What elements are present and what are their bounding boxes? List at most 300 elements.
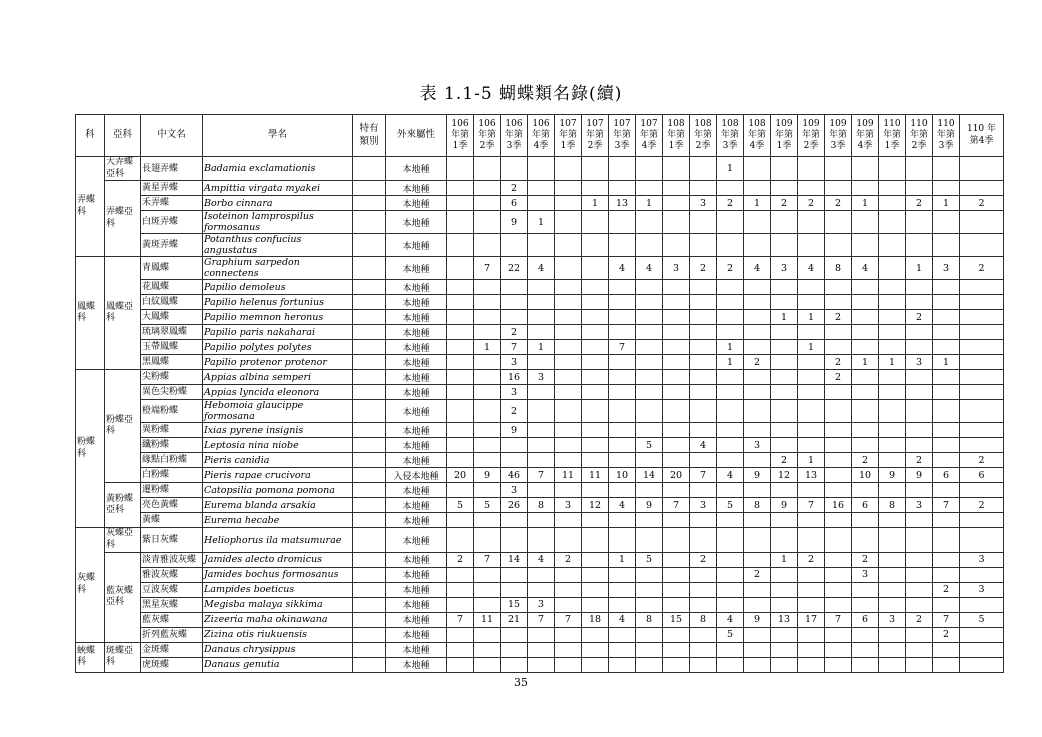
count-cell-109年第4季 [852,340,879,355]
count-cell-108年第3季 [717,423,744,438]
count-cell-109年第4季 [852,325,879,340]
count-cell-106年第3季 [501,528,528,552]
count-cell-108年第3季 [717,211,744,234]
count-cell-109年第1季 [771,211,798,234]
count-cell-108年第1季 [663,642,690,657]
species-cn-name: 黃星弄蝶 [141,181,203,196]
endemic-category-cell [353,400,386,423]
origin-cell: 本地種 [386,582,447,597]
count-cell-107年第2季 [582,627,609,642]
count-cell-106年第4季 [528,385,555,400]
species-cn-name: 花鳳蝶 [141,280,203,295]
count-cell-110年第2季 [906,234,933,257]
count-cell-110年第2季: 3 [906,498,933,513]
count-cell-109年第4季 [852,657,879,672]
count-cell-109年第1季: 1 [771,552,798,567]
subfamily-cell: 斑蝶亞科 [105,642,141,672]
count-cell-108年第4季: 3 [744,438,771,453]
count-cell-106年第2季 [474,325,501,340]
count-cell-110年第1季: 8 [879,498,906,513]
count-cell-106年第2季 [474,597,501,612]
count-cell-107年第1季 [555,567,582,582]
count-cell-106年第2季 [474,582,501,597]
count-cell-106年第2季 [474,280,501,295]
count-cell-106年第2季: 1 [474,340,501,355]
origin-cell: 本地種 [386,642,447,657]
count-cell-106年第2季 [474,438,501,453]
count-cell-109年第2季 [798,597,825,612]
count-cell-109年第2季: 2 [798,552,825,567]
quarter-header-109年第2季: 109 年第 2季 [798,115,825,157]
count-cell-107年第1季 [555,280,582,295]
species-sci-name: Ixias pyrene insignis [203,423,353,438]
count-cell-107年第1季 [555,211,582,234]
count-cell-106年第2季 [474,211,501,234]
endemic-category-cell [353,157,386,181]
count-cell-107年第2季 [582,234,609,257]
species-sci-name: Catopsilia pomona pomona [203,483,353,498]
count-cell-108年第3季: 5 [717,498,744,513]
count-cell-106年第1季 [447,423,474,438]
count-cell-108年第4季 [744,340,771,355]
origin-cell: 本地種 [386,453,447,468]
count-cell-107年第1季 [555,340,582,355]
origin-cell: 本地種 [386,483,447,498]
count-cell-109年第3季 [825,181,852,196]
count-cell-109年第3季 [825,211,852,234]
count-cell-109年第2季 [798,211,825,234]
species-cn-name: 豆波灰蝶 [141,582,203,597]
count-cell-106年第2季 [474,513,501,528]
origin-cell: 本地種 [386,498,447,513]
species-row [76,627,1004,642]
subfamily-cell: 藍灰蝶亞科 [105,552,141,642]
count-cell-106年第4季 [528,181,555,196]
count-cell-107年第4季 [636,567,663,582]
count-cell-110年第1季: 3 [879,612,906,627]
count-cell-110年第2季: 2 [906,612,933,627]
count-cell-106年第4季 [528,642,555,657]
count-cell-110年第2季 [906,438,933,453]
count-cell-110年第3季 [933,513,960,528]
count-cell-110年第1季 [879,597,906,612]
count-cell-107年第4季 [636,234,663,257]
species-row [76,552,1004,567]
count-cell-110年第2季 [906,552,933,567]
count-cell-108年第3季 [717,234,744,257]
origin-cell: 本地種 [386,157,447,181]
count-cell-108年第3季 [717,438,744,453]
count-cell-106年第1季: 7 [447,612,474,627]
count-cell-110年第2季 [906,385,933,400]
count-cell-107年第3季 [609,370,636,385]
count-cell-109年第4季 [852,310,879,325]
count-cell-110年第3季 [933,552,960,567]
count-cell-108年第1季 [663,513,690,528]
count-cell-110年第4季 [960,423,1004,438]
origin-cell: 本地種 [386,597,447,612]
species-cn-name: 琉璃翠鳳蝶 [141,325,203,340]
quarter-header-106年第2季: 106 年第 2季 [474,115,501,157]
count-cell-109年第2季 [798,181,825,196]
subfamily-cell: 灰蝶亞科 [105,528,141,552]
count-cell-107年第1季: 7 [555,612,582,627]
count-cell-109年第4季 [852,385,879,400]
count-cell-110年第2季 [906,340,933,355]
count-cell-108年第2季 [690,340,717,355]
species-cn-name: 黑星灰蝶 [141,597,203,612]
count-cell-106年第2季 [474,385,501,400]
count-cell-110年第1季 [879,642,906,657]
count-cell-108年第2季 [690,370,717,385]
count-cell-109年第4季 [852,157,879,181]
species-sci-name: Jamides alecto dromicus [203,552,353,567]
count-cell-108年第1季 [663,310,690,325]
endemic-category-cell [353,483,386,498]
count-cell-106年第4季: 1 [528,211,555,234]
count-cell-110年第2季 [906,642,933,657]
count-cell-110年第3季 [933,340,960,355]
count-cell-110年第4季 [960,295,1004,310]
count-cell-109年第2季 [798,355,825,370]
count-cell-110年第3季 [933,423,960,438]
count-cell-108年第4季 [744,295,771,310]
count-cell-106年第4季: 4 [528,552,555,567]
count-cell-107年第2季 [582,423,609,438]
count-cell-107年第4季 [636,181,663,196]
count-cell-110年第2季 [906,513,933,528]
species-row [76,528,1004,552]
count-cell-107年第2季 [582,355,609,370]
header-chinese-name: 中文名 [141,115,203,157]
count-cell-108年第1季 [663,157,690,181]
species-sci-name: Eurema blanda arsakia [203,498,353,513]
origin-cell: 本地種 [386,400,447,423]
count-cell-106年第4季: 7 [528,612,555,627]
count-cell-110年第4季 [960,181,1004,196]
count-cell-108年第2季 [690,211,717,234]
count-cell-108年第1季 [663,340,690,355]
count-cell-106年第2季 [474,528,501,552]
count-cell-109年第2季 [798,385,825,400]
count-cell-109年第3季 [825,528,852,552]
count-cell-106年第1季: 20 [447,468,474,483]
count-cell-108年第1季 [663,355,690,370]
count-cell-108年第3季: 1 [717,340,744,355]
count-cell-109年第3季: 8 [825,257,852,280]
count-cell-109年第1季: 1 [771,310,798,325]
count-cell-107年第2季 [582,453,609,468]
count-cell-107年第1季 [555,385,582,400]
endemic-category-cell [353,612,386,627]
count-cell-109年第2季 [798,513,825,528]
count-cell-106年第3季: 6 [501,196,528,211]
count-cell-110年第4季: 2 [960,498,1004,513]
species-row [76,181,1004,196]
count-cell-108年第3季 [717,597,744,612]
count-cell-107年第4季 [636,157,663,181]
count-cell-106年第1季 [447,280,474,295]
endemic-category-cell [353,295,386,310]
count-cell-106年第1季 [447,582,474,597]
count-cell-110年第3季 [933,295,960,310]
count-cell-107年第3季 [609,642,636,657]
count-cell-106年第4季: 3 [528,597,555,612]
count-cell-110年第2季 [906,567,933,582]
count-cell-107年第4季 [636,582,663,597]
count-cell-108年第4季 [744,325,771,340]
endemic-category-cell [353,567,386,582]
count-cell-108年第4季 [744,310,771,325]
count-cell-106年第4季 [528,325,555,340]
count-cell-108年第1季 [663,567,690,582]
count-cell-108年第1季 [663,438,690,453]
count-cell-107年第4季 [636,597,663,612]
count-cell-109年第3季 [825,483,852,498]
quarter-header-106年第4季: 106 年第 4季 [528,115,555,157]
species-row [76,513,1004,528]
count-cell-108年第4季: 9 [744,612,771,627]
header-subfamily: 亞科 [105,115,141,157]
count-cell-110年第3季: 7 [933,612,960,627]
count-cell-110年第3季 [933,370,960,385]
count-cell-109年第2季 [798,325,825,340]
origin-cell: 本地種 [386,657,447,672]
count-cell-107年第4季 [636,400,663,423]
count-cell-107年第4季 [636,340,663,355]
endemic-category-cell [353,453,386,468]
endemic-category-cell [353,498,386,513]
origin-cell: 本地種 [386,340,447,355]
count-cell-110年第1季 [879,295,906,310]
count-cell-108年第3季 [717,280,744,295]
count-cell-107年第2季 [582,597,609,612]
count-cell-107年第4季: 5 [636,552,663,567]
species-row [76,234,1004,257]
count-cell-109年第4季 [852,370,879,385]
count-cell-109年第3季 [825,438,852,453]
count-cell-109年第3季 [825,513,852,528]
count-cell-106年第4季 [528,280,555,295]
species-cn-name: 黑鳳蝶 [141,355,203,370]
count-cell-107年第3季 [609,582,636,597]
count-cell-106年第1季 [447,513,474,528]
count-cell-109年第3季 [825,157,852,181]
count-cell-109年第3季 [825,597,852,612]
count-cell-106年第2季 [474,567,501,582]
count-cell-110年第3季: 1 [933,196,960,211]
count-cell-107年第1季 [555,627,582,642]
count-cell-108年第3季: 4 [717,468,744,483]
family-cell: 弄蝶科 [76,157,105,257]
species-row [76,211,1004,234]
count-cell-107年第2季 [582,438,609,453]
count-cell-110年第1季 [879,552,906,567]
count-cell-106年第3季: 15 [501,597,528,612]
count-cell-108年第1季 [663,528,690,552]
count-cell-108年第2季 [690,400,717,423]
count-cell-107年第3季 [609,325,636,340]
endemic-category-cell [353,181,386,196]
count-cell-110年第4季 [960,325,1004,340]
count-cell-107年第1季: 11 [555,468,582,483]
count-cell-110年第3季 [933,567,960,582]
count-cell-110年第4季 [960,340,1004,355]
species-sci-name: Graphium sarpedon connectens [203,257,353,280]
count-cell-109年第4季 [852,423,879,438]
count-cell-106年第3季 [501,627,528,642]
count-cell-108年第2季 [690,528,717,552]
count-cell-109年第3季 [825,400,852,423]
origin-cell: 本地種 [386,627,447,642]
count-cell-110年第2季: 1 [906,257,933,280]
count-cell-109年第4季 [852,642,879,657]
count-cell-110年第3季 [933,181,960,196]
origin-cell: 本地種 [386,567,447,582]
count-cell-106年第1季 [447,196,474,211]
count-cell-106年第3季 [501,157,528,181]
count-cell-106年第3季 [501,582,528,597]
count-cell-107年第2季 [582,295,609,310]
count-cell-106年第3季 [501,438,528,453]
count-cell-106年第1季 [447,385,474,400]
count-cell-107年第3季 [609,157,636,181]
species-cn-name: 長翅弄蝶 [141,157,203,181]
count-cell-109年第1季 [771,370,798,385]
count-cell-107年第3季 [609,423,636,438]
count-cell-110年第4季 [960,642,1004,657]
count-cell-108年第1季 [663,211,690,234]
count-cell-109年第3季: 2 [825,370,852,385]
species-row [76,597,1004,612]
count-cell-108年第3季: 5 [717,627,744,642]
count-cell-107年第1季 [555,453,582,468]
count-cell-110年第3季 [933,657,960,672]
species-row [76,385,1004,400]
count-cell-110年第2季 [906,657,933,672]
count-cell-109年第1季 [771,157,798,181]
count-cell-110年第2季 [906,280,933,295]
count-cell-108年第1季: 20 [663,468,690,483]
species-cn-name: 橙端粉蝶 [141,400,203,423]
count-cell-109年第1季 [771,355,798,370]
quarter-header-109年第4季: 109 年第 4季 [852,115,879,157]
count-cell-109年第1季 [771,325,798,340]
count-cell-106年第2季: 7 [474,257,501,280]
count-cell-110年第2季 [906,370,933,385]
count-cell-109年第1季 [771,340,798,355]
count-cell-106年第1季 [447,627,474,642]
count-cell-110年第4季 [960,567,1004,582]
count-cell-109年第3季 [825,340,852,355]
species-cn-name: 大鳳蝶 [141,310,203,325]
count-cell-106年第4季 [528,483,555,498]
count-cell-110年第1季 [879,280,906,295]
species-cn-name: 異粉蝶 [141,423,203,438]
count-cell-109年第1季 [771,627,798,642]
header-origin: 外來屬性 [386,115,447,157]
count-cell-107年第2季 [582,567,609,582]
count-cell-107年第4季 [636,657,663,672]
count-cell-106年第4季 [528,295,555,310]
count-cell-107年第1季 [555,234,582,257]
count-cell-109年第2季: 13 [798,468,825,483]
species-sci-name: Zizeeria maha okinawana [203,612,353,627]
count-cell-109年第1季 [771,438,798,453]
count-cell-109年第4季 [852,627,879,642]
count-cell-109年第4季: 6 [852,612,879,627]
endemic-category-cell [353,196,386,211]
count-cell-107年第1季 [555,355,582,370]
count-cell-106年第4季 [528,438,555,453]
count-cell-109年第1季 [771,657,798,672]
count-cell-106年第3季: 2 [501,181,528,196]
count-cell-110年第4季 [960,211,1004,234]
count-cell-106年第3季: 16 [501,370,528,385]
count-cell-107年第2季 [582,513,609,528]
quarter-header-106年第3季: 106 年第 3季 [501,115,528,157]
count-cell-106年第4季 [528,567,555,582]
count-cell-108年第1季 [663,627,690,642]
count-cell-107年第2季 [582,181,609,196]
count-cell-108年第1季 [663,234,690,257]
count-cell-109年第2季: 1 [798,453,825,468]
count-cell-109年第2季 [798,157,825,181]
quarter-header-107年第1季: 107 年第 1季 [555,115,582,157]
table-body [76,157,1004,673]
count-cell-108年第2季 [690,582,717,597]
count-cell-107年第1季 [555,181,582,196]
count-cell-110年第1季 [879,257,906,280]
count-cell-110年第1季 [879,385,906,400]
count-cell-108年第3季 [717,310,744,325]
count-cell-108年第2季 [690,567,717,582]
count-cell-106年第2季 [474,310,501,325]
count-cell-108年第3季 [717,642,744,657]
quarter-header-107年第2季: 107 年第 2季 [582,115,609,157]
count-cell-108年第3季: 1 [717,355,744,370]
count-cell-107年第3季 [609,280,636,295]
endemic-category-cell [353,211,386,234]
origin-cell: 本地種 [386,612,447,627]
count-cell-109年第4季 [852,582,879,597]
count-cell-107年第3季: 4 [609,498,636,513]
count-cell-106年第4季 [528,400,555,423]
count-cell-110年第1季 [879,196,906,211]
count-cell-107年第4季: 9 [636,498,663,513]
count-cell-108年第3季 [717,513,744,528]
count-cell-110年第4季 [960,370,1004,385]
count-cell-108年第4季: 2 [744,355,771,370]
count-cell-109年第1季 [771,582,798,597]
count-cell-109年第1季: 9 [771,498,798,513]
count-cell-106年第3季: 14 [501,552,528,567]
count-cell-109年第4季 [852,513,879,528]
count-cell-106年第1季 [447,597,474,612]
count-cell-109年第2季 [798,657,825,672]
count-cell-108年第1季 [663,552,690,567]
count-cell-110年第3季: 7 [933,498,960,513]
species-sci-name: Badamia exclamationis [203,157,353,181]
species-sci-name: Danaus genutia [203,657,353,672]
count-cell-110年第1季 [879,453,906,468]
species-sci-name: Papilio paris nakaharai [203,325,353,340]
count-cell-106年第1季 [447,657,474,672]
count-cell-107年第3季 [609,483,636,498]
count-cell-107年第1季 [555,325,582,340]
origin-cell: 本地種 [386,528,447,552]
count-cell-106年第3季 [501,453,528,468]
